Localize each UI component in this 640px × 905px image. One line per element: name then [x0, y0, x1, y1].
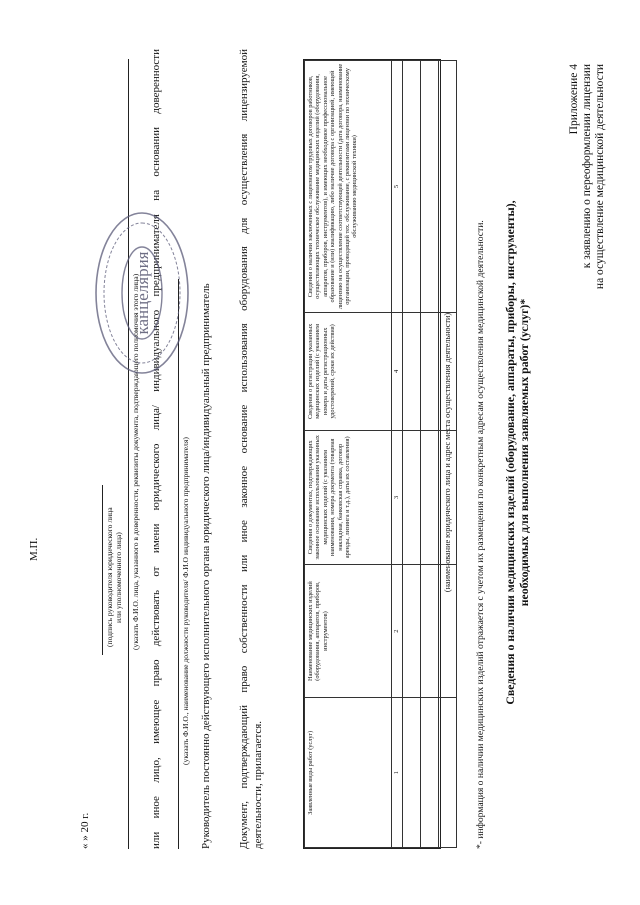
column-number: 1 — [392, 698, 403, 848]
column-header-registration: Сведения о регистрации указанных медицинских изделий (с указанием номера и даты регистрационных удостоверений, сроки их действия) — [305, 312, 392, 430]
organization-caption: (наименование юридического лица и адрес места осуществления деятельности) — [443, 312, 452, 593]
column-number: 2 — [392, 564, 403, 698]
column-number-row — [392, 61, 403, 848]
proxy-details-caption: (указать Ф.И.О. лица, указанного в доверенности, реквизиты документа, подтверждающего полномочия этого лица) — [131, 273, 140, 650]
column-header-maintenance: Сведения о наличии заключенных с лицензиатом трудовых договоров работников, осуществляющих техническое обслуживание медицинских изделий (оборудования, аппаратов, приборов, инструментов), и имеющих необходимое профессиональное образование и (или) квалификацию, либо наличие договора с организацией, имеющей лицензию на осуществление соответствующей деятельности (дата договора, наименование организации, проводящей тех. обслуживание, с реквизитами лицензии по техническому обслуживанию медицинской техники) — [305, 61, 392, 313]
table-cell[interactable] — [439, 61, 457, 313]
ownership-text-line-2: деятельности, прилагается. — [252, 720, 264, 849]
table-cell[interactable] — [421, 564, 439, 698]
signature-caption-1: (подпись руководителя юридического лица — [105, 507, 114, 647]
office-stamp-icon — [92, 209, 192, 377]
stamp-text: канцелярия — [133, 251, 152, 335]
table-cell[interactable] — [439, 430, 457, 564]
title-line-2: необходимых для выполнения заявляемых работ (услуг)* — [517, 298, 531, 607]
column-header-services: Заявленные виды работ (услуг) — [305, 698, 392, 848]
seal-place-label: М.П. — [28, 537, 40, 561]
equipment-table — [303, 59, 441, 849]
table-cell[interactable] — [403, 61, 421, 313]
date-field[interactable]: « » 20 г. — [79, 812, 91, 849]
signature-caption-2: или уполномоченного лица) — [114, 532, 123, 623]
head-name-caption: (указать Ф.И.О., наименование должности руководителя/ Ф.И.О индивидуального предпринимателя) — [181, 437, 190, 765]
signature-line[interactable] — [102, 485, 103, 655]
table-cell[interactable] — [403, 312, 421, 430]
document-title — [503, 0, 531, 905]
appendix-number: Приложение 4 — [568, 64, 580, 135]
appendix-line-3: на осуществление медицинской деятельности — [594, 64, 606, 290]
table-cell[interactable] — [421, 698, 439, 848]
column-number: 3 — [392, 430, 403, 564]
appendix-line-2: к заявлению о переоформлении лицензии — [581, 64, 593, 269]
ownership-text-line-1: Документ, подтверждающий право собственности или иное законное основание использования оборудования для осуществления лицензируемой — [238, 49, 250, 849]
table-cell[interactable] — [439, 312, 457, 430]
table-row — [403, 61, 421, 848]
table-cell[interactable] — [403, 698, 421, 848]
proxy-details-line[interactable] — [128, 59, 129, 849]
table-cell[interactable] — [403, 430, 421, 564]
table-cell[interactable] — [421, 430, 439, 564]
proxy-signatory-text: или иное лицо, имеющее право действовать от имени юридического лица/ индивидуального предпринимателя на основании доверенности — [150, 49, 162, 849]
table-cell[interactable] — [439, 564, 457, 698]
table-cell[interactable] — [421, 312, 439, 430]
title-line-1: Сведения о наличии медицинских изделий (оборудование, аппараты, приборы, инструменты), — [503, 200, 517, 705]
footnote-info: *- информация о наличии медицинских изделий отражается с учетом их размещения по конкретным адресам осуществления медицинской деятельности. — [475, 220, 486, 849]
table-cell[interactable] — [439, 698, 457, 848]
column-header-documents: Сведения о документах, подтверждающих законное основание использования указанных медицинских изделий (с указанием наименования, номера документа (товарная накладная, банковская справка, договор аренды, лизинга и т.д.), даты их составления) — [305, 430, 392, 564]
table-row — [421, 61, 439, 848]
ownership-document-text — [237, 49, 265, 849]
column-number: 5 — [392, 61, 403, 313]
head-signatory-text: Руководитель постоянно действующего исполнительного органа юридического лица/индивидуальный предприниматель — [200, 283, 212, 849]
column-header-devices: Наименование медицинских изделий (оборудования, аппаратов, приборов, инструментов) — [305, 564, 392, 698]
table-cell[interactable] — [421, 61, 439, 313]
table-cell[interactable] — [403, 564, 421, 698]
column-number: 4 — [392, 312, 403, 430]
appendix-block — [568, 64, 607, 424]
table-row — [439, 61, 457, 848]
